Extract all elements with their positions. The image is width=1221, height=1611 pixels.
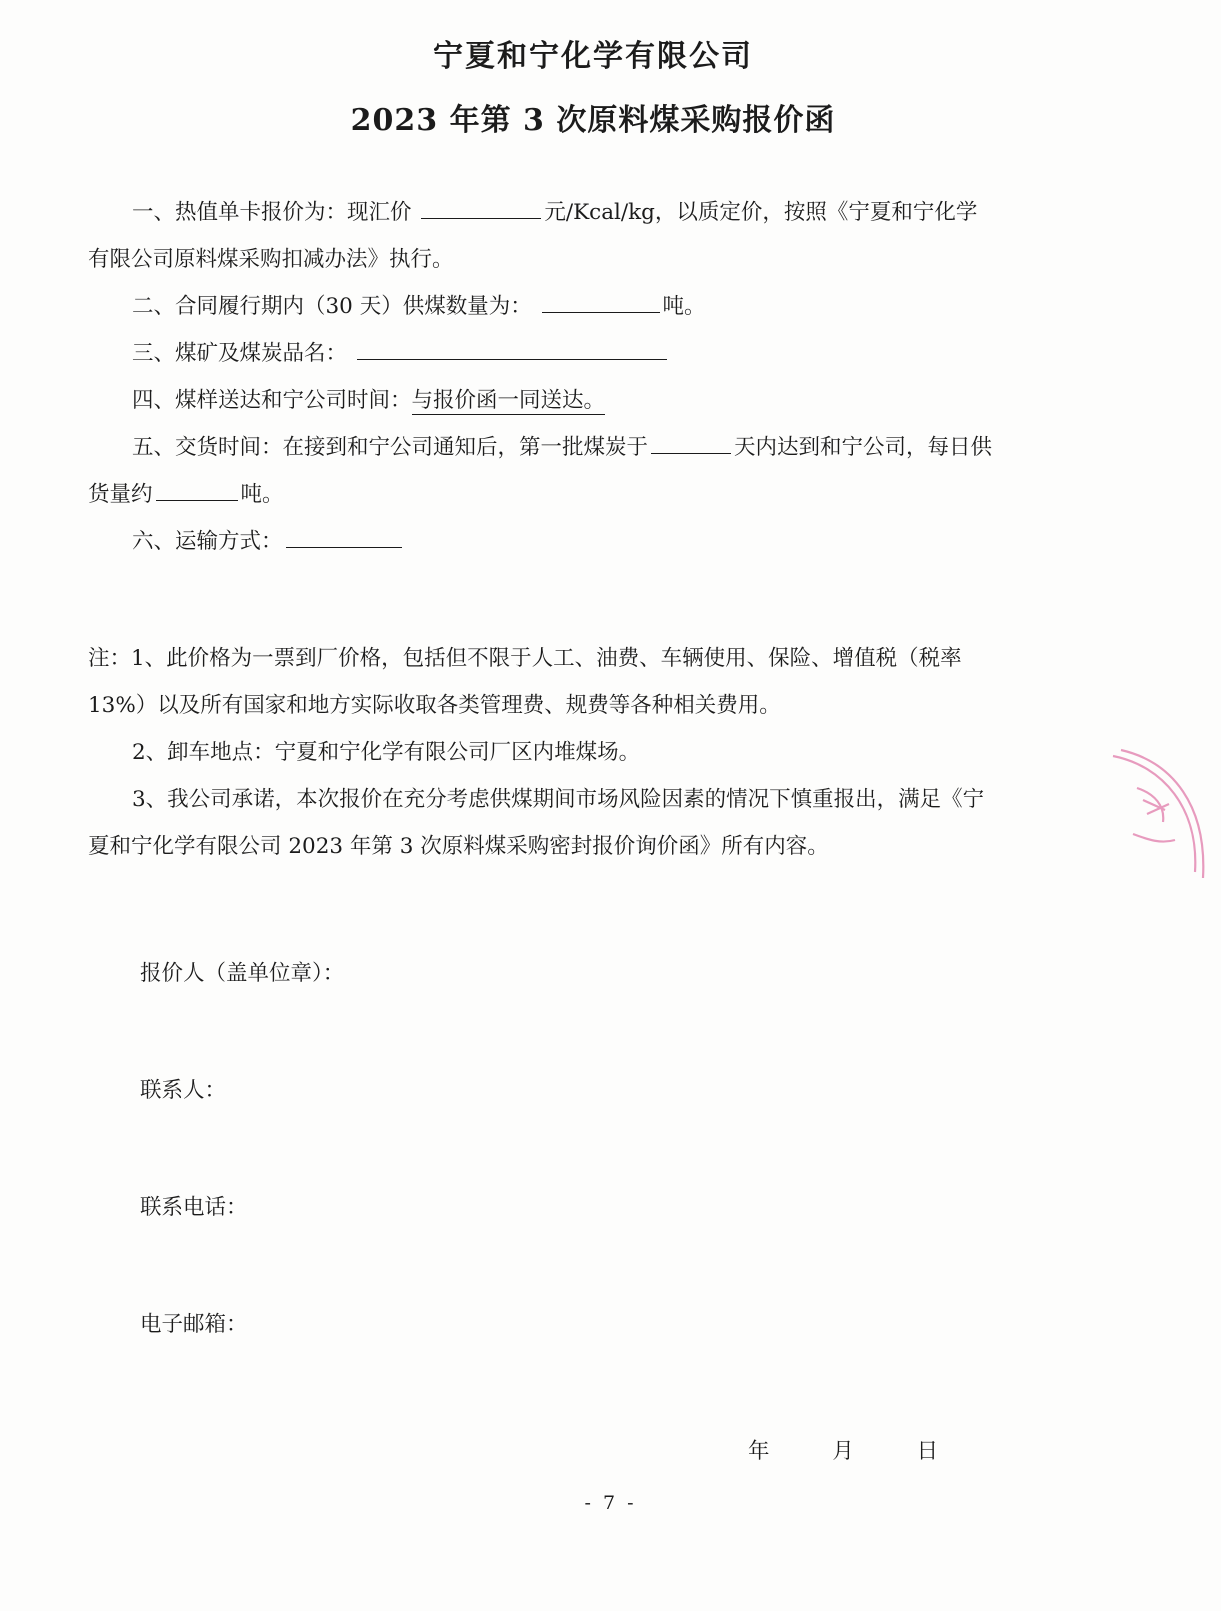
clause-5-blank-days[interactable]	[651, 433, 731, 454]
clause-5-text-c: 货量约	[88, 482, 153, 507]
note-3-line2: 夏和宁化学有限公司 2023 年第 3 次原料煤采购密封报价询价函》所有内容。	[88, 834, 829, 859]
clause-5-blank-daily-supply[interactable]	[156, 480, 238, 501]
seal-stamp-mark	[1103, 748, 1221, 908]
clause-5-text-a: 五、交货时间：在接到和宁公司通知后，第一批煤炭于	[132, 435, 649, 460]
signature-field-bidder: 报价人（盖单位章）：	[140, 961, 345, 986]
clause-5-continued	[88, 471, 1098, 518]
clause-1-continued	[88, 236, 1098, 283]
clause-5-text-b: 天内达到和宁公司，每日供	[734, 435, 993, 460]
clause-5-text-d: 吨。	[240, 482, 284, 507]
signature-field-contact-phone: 联系电话：	[140, 1195, 248, 1220]
clause-1-text-c: 有限公司原料煤采购扣减办法》执行。	[88, 247, 454, 272]
clause-1-text-b: 元/Kcal/kg，以质定价，按照《宁夏和宁化学	[544, 200, 978, 225]
note-2: 2、卸车地点：宁夏和宁化学有限公司厂区内堆煤场。	[132, 740, 641, 765]
note-1-line2: 13%）以及所有国家和地方实际收取各类管理费、规费等各种相关费用。	[88, 693, 781, 718]
page-subtitle: 2023 年第 3 次原料煤采购报价函	[350, 103, 836, 138]
clause-3-blank-mine-name[interactable]	[357, 339, 667, 360]
clause-1	[88, 189, 1098, 236]
document-title-block	[88, 0, 1098, 145]
note-3-line1: 3、我公司承诺，本次报价在充分考虑供煤期间市场风险因素的情况下慎重报出，满足《宁	[132, 787, 985, 812]
notes-block	[88, 635, 1098, 870]
date-line: 年 月 日	[748, 1439, 967, 1464]
clauses-block	[88, 189, 1098, 565]
clause-1-blank-price[interactable]	[421, 198, 541, 219]
clause-1-text-a: 一、热值单卡报价为：现汇价	[132, 200, 412, 225]
signature-field-contact-person: 联系人：	[140, 1078, 227, 1103]
clause-2-blank-quantity[interactable]	[542, 292, 660, 313]
clause-6-blank-transport[interactable]	[286, 527, 402, 548]
clause-5	[88, 424, 1098, 471]
clause-3-text-a: 三、煤矿及煤炭品名：	[132, 341, 348, 366]
clause-4	[88, 377, 1098, 424]
clause-2	[88, 283, 1098, 330]
clause-4-underlined-value: 与报价函一同送达。	[411, 388, 606, 413]
note-1-line1: 注：1、此价格为一票到厂价格，包括但不限于人工、油费、车辆使用、保险、增值税（税率	[88, 646, 962, 671]
signature-block	[88, 956, 1098, 1465]
clause-2-text-a: 二、合同履行期内（30 天）供煤数量为：	[132, 294, 532, 319]
document-content	[88, 0, 1098, 1465]
signature-field-email: 电子邮箱：	[140, 1312, 248, 1337]
page-number: - 7 -	[584, 1492, 637, 1514]
page-title: 宁夏和宁化学有限公司	[433, 39, 753, 74]
clause-6	[88, 518, 1098, 565]
clause-6-text-a: 六、运输方式：	[132, 529, 283, 554]
clause-2-text-b: 吨。	[662, 294, 706, 319]
clause-3	[88, 330, 1098, 377]
clause-4-text-a: 四、煤样送达和宁公司时间：	[132, 388, 412, 413]
